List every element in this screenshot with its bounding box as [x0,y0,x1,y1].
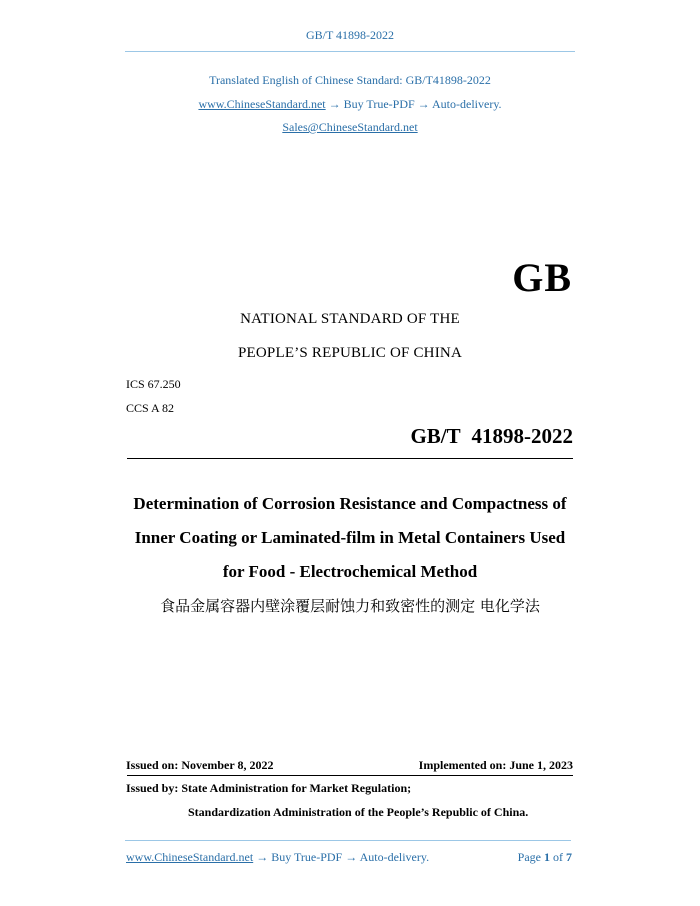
email-link[interactable]: Sales@ChineseStandard.net [282,120,418,134]
email-notice [0,120,700,135]
title-line-3: for Food - Electrochemical Method [222,562,478,581]
page-indicator [518,850,572,865]
header-divider [125,51,575,52]
gb-logo: GB [512,255,572,300]
title-chinese: 食品金属容器内壁涂覆层耐蚀力和致密性的测定 电化学法 [160,597,540,615]
running-header: GB/T 41898-2022 [305,28,395,42]
standard-number-rule [127,458,573,459]
national-standard-line2: PEOPLE’S REPUBLIC OF CHINA [238,345,462,361]
title-line-1: Determination of Corrosion Resistance and Compactness of [133,494,567,513]
footer-site-link[interactable]: www.ChineseStandard.net [126,850,254,864]
national-standard-line1: NATIONAL STANDARD OF THE [240,311,460,327]
implemented-on: Implemented on: June 1, 2023 [418,758,573,772]
translation-notice: Translated English of Chinese Standard: GB/T41898-2022 [209,73,491,87]
issued-on: Issued on: November 8, 2022 [126,758,274,772]
issued-by-line1: Issued by: State Administration for Market Regulation; [126,781,412,795]
dates-rule [127,775,573,776]
page-current: 1 [544,850,550,864]
ics-code: ICS 67.250 [126,377,181,391]
footer-promo-text: → Buy True-PDF → Auto-delivery. [253,850,430,864]
page-label: Page [517,850,541,864]
ccs-code: CCS A 82 [126,401,175,415]
page-total: 7 [566,850,572,864]
footer-promo [126,850,429,865]
page-of: of [553,850,563,864]
site-link[interactable]: www.ChineseStandard.net [198,97,326,111]
purchase-notice [0,97,700,112]
footer-divider [125,840,571,841]
purchase-text: → Buy True-PDF → Auto-delivery. [325,97,502,111]
title-line-2: Inner Coating or Laminated-film in Metal Containers Used [134,528,566,547]
issued-by-line2: Standardization Administration of the People’s Republic of China. [188,805,529,819]
standard-number: GB/T 41898-2022 [410,424,573,448]
